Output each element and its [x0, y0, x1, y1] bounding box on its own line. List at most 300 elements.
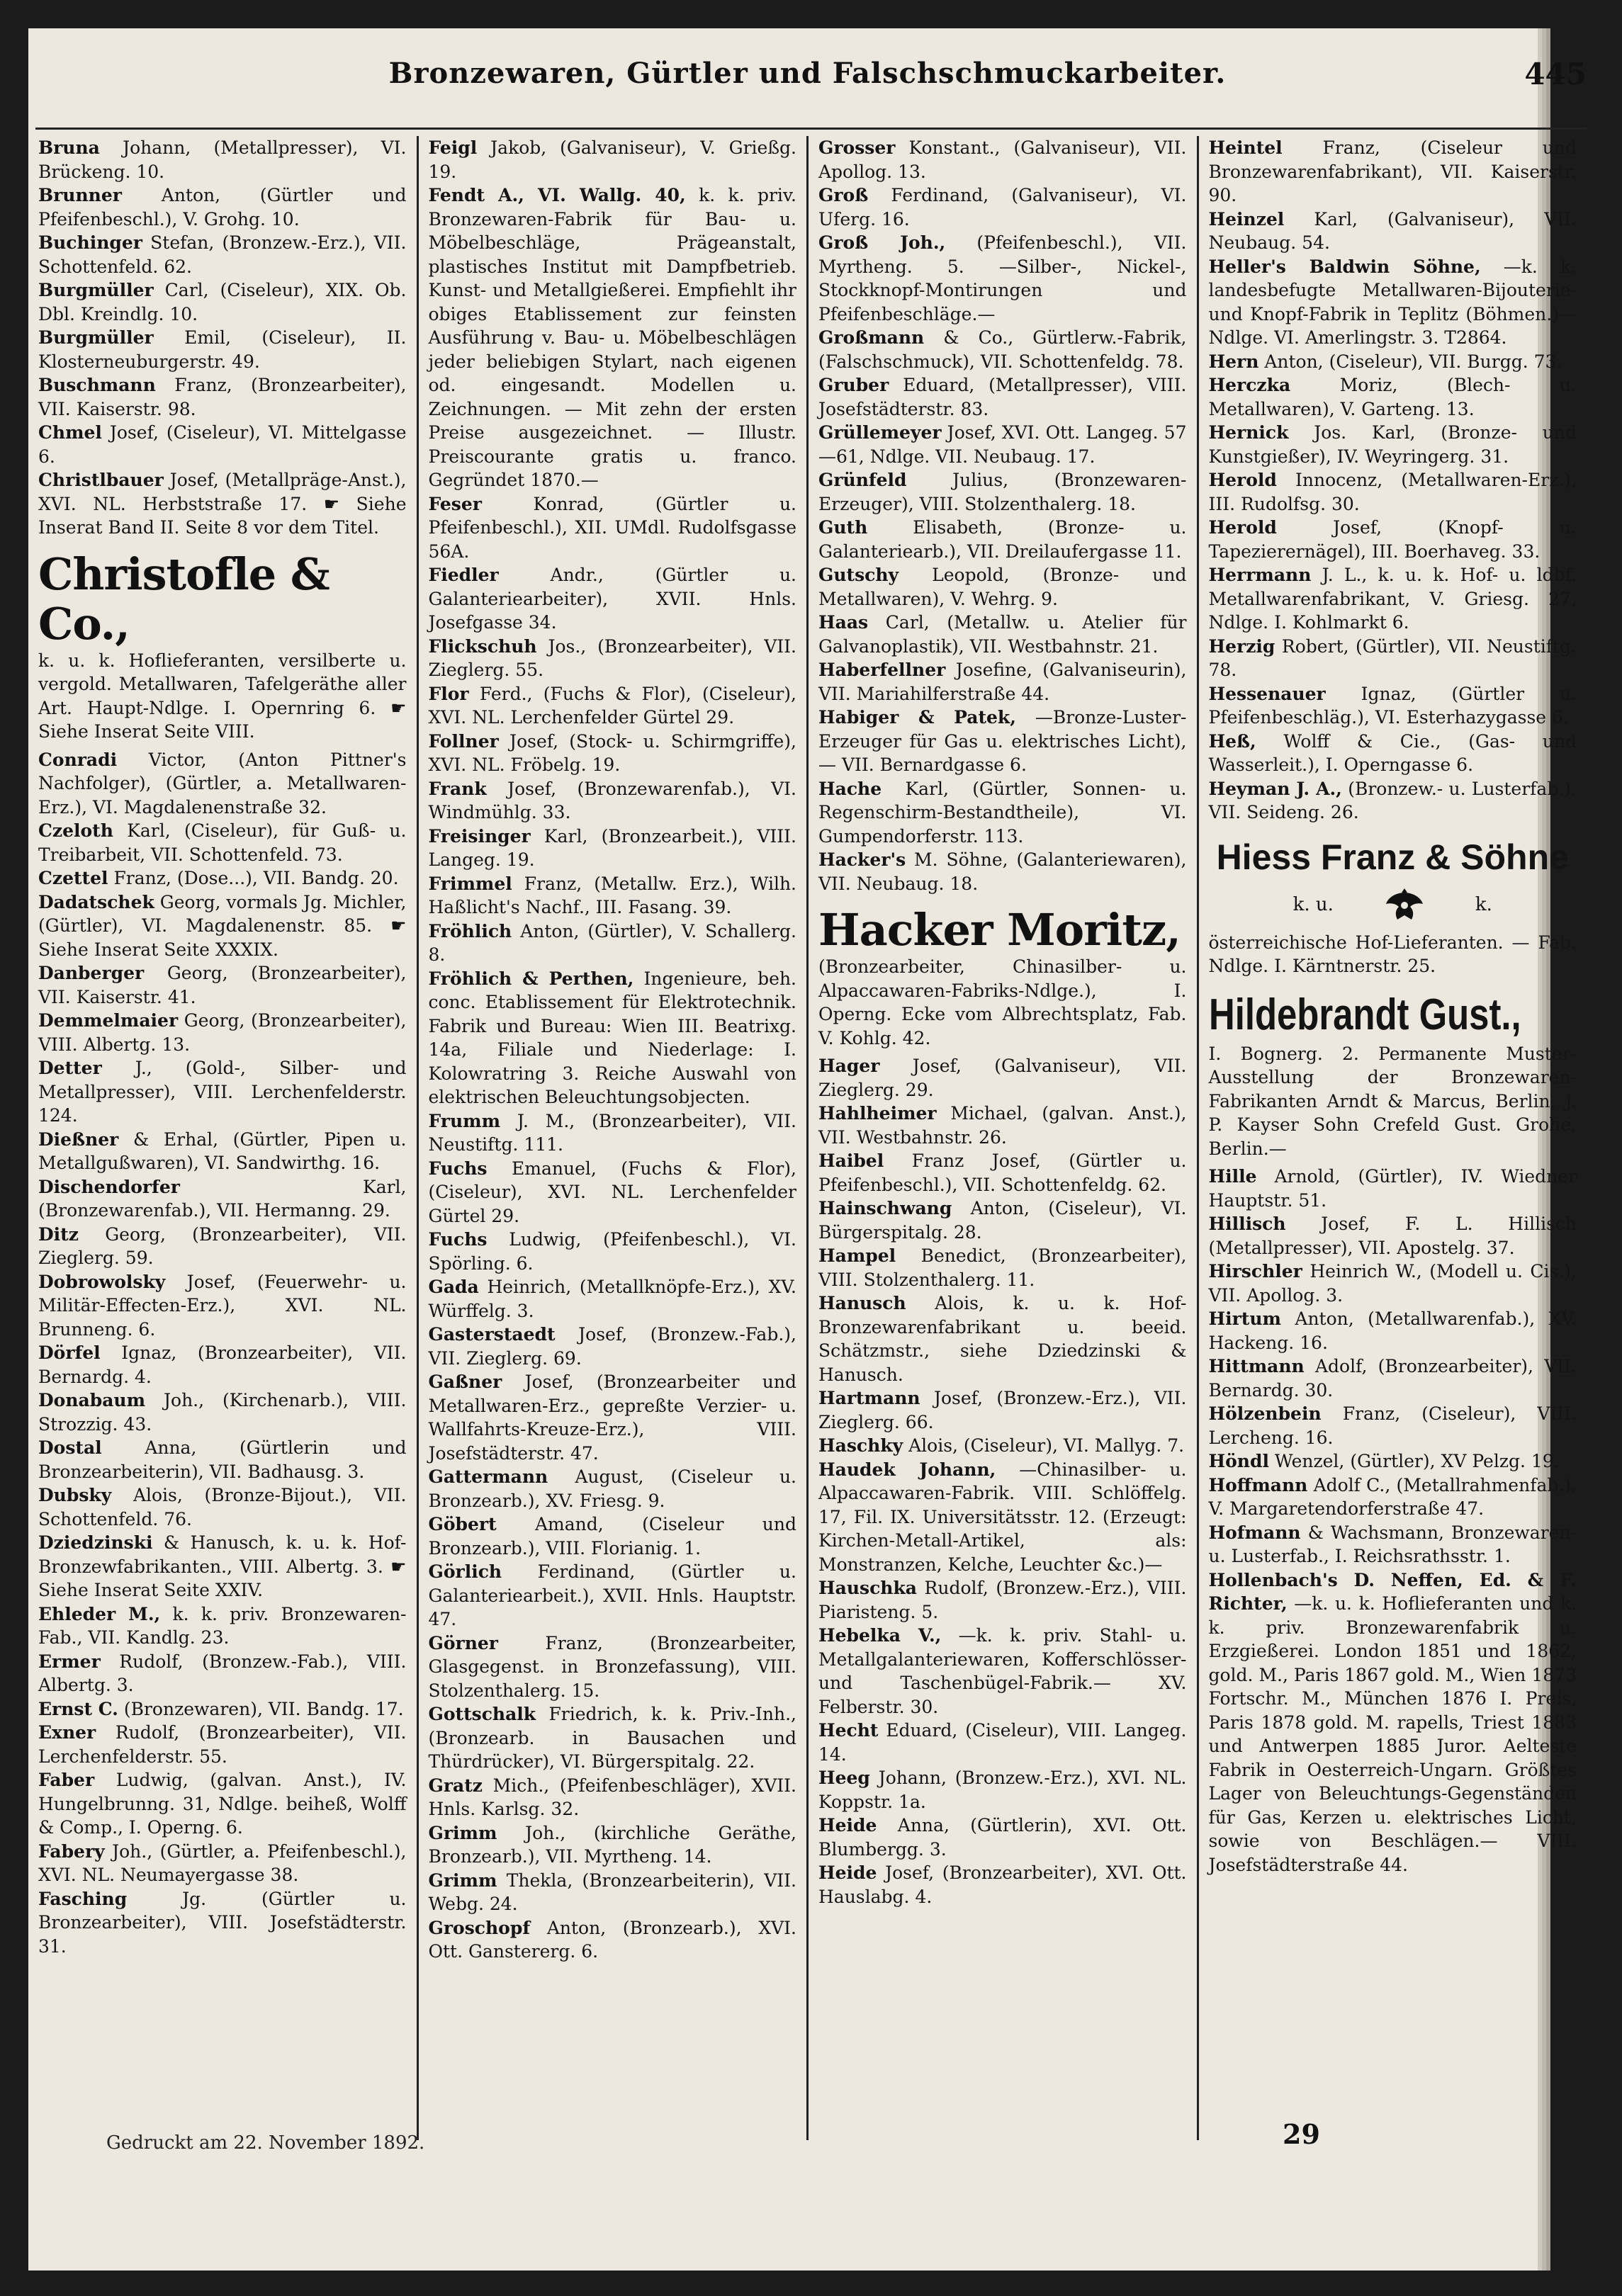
- entry-details: Ludwig, (Pfeifenbeschl.), VI. Spörling. 6.: [428, 1229, 796, 1274]
- directory-entry: [818, 706, 1187, 777]
- directory-entry: [429, 920, 797, 967]
- directory-entry: [429, 563, 797, 635]
- directory-entry: [818, 1458, 1187, 1577]
- entry-details: Anton, (Gürtler), V. Schallerg. 8.: [428, 920, 796, 965]
- entry-name: Herold: [1208, 470, 1277, 490]
- entry-name: Görner: [428, 1632, 498, 1653]
- entry-name: Hahlheimer: [818, 1103, 937, 1124]
- entry-name: Ermer: [38, 1651, 101, 1672]
- directory-entry: [1209, 777, 1577, 825]
- directory-columns: [28, 136, 1587, 2140]
- entry-name: Frimmel: [428, 873, 512, 894]
- imperial-eagle-line: [1209, 884, 1577, 927]
- entry-name: Dubsky: [38, 1485, 112, 1505]
- column-2: [417, 136, 807, 2140]
- entry-name: Hollenbach's D. Neffen, Ed. & F. Richter,: [1208, 1569, 1577, 1614]
- entry-name: Groschopf: [428, 1917, 531, 1938]
- entry-name: Ernst C.: [38, 1698, 118, 1719]
- directory-entry: [1209, 516, 1577, 563]
- entry-name: Groß Joh.,: [818, 232, 946, 253]
- directory-entry: [1209, 350, 1577, 374]
- directory-entry: [818, 136, 1187, 183]
- entry-details: Emanuel, (Fuchs & Flor), (Ciseleur), XVI. NL. Lerchenfelder Gürtel 29.: [428, 1158, 796, 1226]
- directory-entry: [38, 373, 407, 421]
- double-eagle-icon: [1383, 884, 1426, 927]
- entry-details: Anna, (Gürtlerin und Bronzearbeiterin), VII. Badhausg. 3.: [38, 1437, 407, 1482]
- entry-name: Fiedler: [428, 565, 499, 585]
- directory-entry: [818, 611, 1187, 658]
- directory-entry: [38, 1389, 407, 1436]
- entry-details: Amand, (Ciseleur und Bronzearb.), VIII. Florianig. 1.: [428, 1514, 796, 1559]
- directory-entry: [818, 658, 1187, 706]
- kuk-label-right: k.: [1475, 893, 1492, 915]
- directory-entry: [818, 1102, 1187, 1149]
- entry-name: Flickschuh: [428, 635, 537, 657]
- entry-name: Dischendorfer: [38, 1176, 180, 1197]
- directory-entry: [818, 1766, 1187, 1814]
- entry-name: Flor: [428, 683, 469, 704]
- directory-entry: [38, 1531, 407, 1602]
- entry-details: Wenzel, (Gürtler), XV Pelzg. 19.: [1274, 1451, 1560, 1471]
- entry-name: Gada: [428, 1277, 479, 1297]
- entry-details: Karl, (Gürtler, Sonnen- u. Regenschirm-Bestandtheile), VI. Gumpendorferstr. 113.: [818, 778, 1187, 847]
- directory-entry: [818, 1149, 1187, 1197]
- featured-entry-text: österreichische Hof-Lieferanten. — Fab. Ndlge. I. Kärntnerstr. 25.: [1208, 932, 1577, 976]
- entry-name: Danberger: [38, 963, 145, 983]
- entry-details: Georg, (Bronzearbeiter), VIII. Albertg. 13.: [38, 1010, 407, 1055]
- entry-details: August, (Ciseleur u. Bronzearb.), XV. Friesg. 9.: [428, 1466, 796, 1511]
- directory-entry: [429, 1157, 797, 1228]
- entry-details: Ferd., (Fuchs & Flor), (Ciseleur), XVI. NL. Lerchenfelder Gürtel 29.: [428, 683, 796, 728]
- directory-entry: [818, 1244, 1187, 1291]
- entry-details: J. L., k. u. k. Hof- u. ldbf. Metallwarenfabrikant, V. Griesg. 27, Ndlge. I. Kohlmarkt 6.: [1208, 565, 1577, 633]
- directory-entry: [429, 635, 797, 682]
- directory-entry: [818, 1576, 1187, 1624]
- featured-entry-text: k. u. k. Hoflieferanten, versilberte u. vergold. Metallwaren, Tafelgeräthe aller Art. Haupt-Ndlge. I. Opernring 6. ☛ Siehe Inserat Seite VIII.: [38, 650, 407, 742]
- entry-name: Fendt A., VI. Wallg. 40,: [428, 185, 686, 205]
- entry-details: Thekla, (Bronzearbeiterin), VII. Webg. 24.: [428, 1870, 796, 1914]
- entry-name: Hirtum: [1208, 1308, 1281, 1329]
- featured-entry-name: Hiess Franz & Söhne: [1216, 837, 1569, 877]
- directory-entry: [38, 748, 407, 820]
- entry-name: Gasterstaedt: [428, 1324, 556, 1345]
- entry-details: Franz, (Ciseleur), VIII. Lercheng. 16.: [1208, 1403, 1577, 1448]
- entry-name: Haibel: [818, 1150, 884, 1171]
- directory-entry: [38, 1056, 407, 1128]
- entry-name: Gottschalk: [428, 1704, 536, 1724]
- entry-details: Ferdinand, (Gürtler u. Galanteriearbeit.), XVII. Hnls. Hauptstr. 47.: [428, 1561, 796, 1629]
- directory-entry: [38, 421, 407, 468]
- entry-details: Josef, XVI. Ott. Langeg. 57—61, Ndlge. VII. Neubaug. 17.: [818, 422, 1187, 467]
- entry-details: Josefine, (Galvaniseurin), VII. Mariahilferstraße 44.: [818, 660, 1187, 704]
- entry-details: J. M., (Bronzearbeiter), VII. Neustiftg. 111.: [428, 1110, 797, 1155]
- directory-entry: [1209, 1260, 1577, 1307]
- directory-entry: [429, 1821, 797, 1869]
- entry-name: Haberfellner: [818, 660, 946, 680]
- directory-entry: [1209, 635, 1577, 682]
- directory-entry: [818, 1719, 1187, 1766]
- directory-entry: [818, 1814, 1187, 1861]
- entry-details: Franz, (Bronzearbeiter), VII. Kaiserstr. 98.: [38, 375, 407, 419]
- directory-entry: [429, 1631, 797, 1703]
- entry-details: Josef, (Metallpräge-Anst.), XVI. NL. Herbststraße 17. ☛ Siehe Inserat Band II. Seite 8 vor dem Titel.: [38, 470, 407, 538]
- directory-entry: [1209, 1521, 1577, 1568]
- entry-details: Mich., (Pfeifenbeschläger), XVII. Hnls. Karlsg. 32.: [428, 1775, 796, 1819]
- featured-entry-name: Hacker Moritz,: [818, 904, 1181, 956]
- directory-entry: [818, 1197, 1187, 1244]
- entry-details: Konrad, (Gürtler u. Pfeifenbeschl.), XII. UMdl. Rudolfsgasse 56A.: [428, 493, 797, 562]
- directory-entry: [429, 1109, 797, 1157]
- directory-entry: [38, 1697, 407, 1721]
- entry-details: Ingenieure, beh. conc. Etablissement für Elektrotechnik. Fabrik und Bureau: Wien III. Beatrixg. 14a, Filiale und Niederlage: I. Kolowratring 3. Reiche Auswahl von elektrischen Beleuchtungsobjecten.: [428, 968, 796, 1107]
- directory-entry: [429, 825, 797, 872]
- entry-details: Andr., (Gürtler u. Galanteriearbeiter), XVII. Hnls. Josefgasse 34.: [428, 565, 797, 633]
- entry-name: Guth: [818, 517, 868, 538]
- entry-details: (Bronzew.- u. Lusterfab.), VII. Seideng. 26.: [1208, 778, 1577, 822]
- entry-name: Gutschy: [818, 565, 899, 585]
- directory-entry: [38, 1175, 407, 1223]
- entry-details: Rudolf, (Bronzew.-Fab.), VIII. Albertg. 3.: [38, 1651, 407, 1695]
- directory-entry: [38, 1270, 407, 1342]
- directory-entry: [429, 136, 797, 183]
- entry-details: M. Söhne, (Galanteriewaren), VII. Neubaug. 18.: [818, 849, 1187, 894]
- directory-entry: [818, 373, 1187, 421]
- entry-name: Höndl: [1208, 1451, 1269, 1471]
- entry-details: Josef, (Bronzew.-Erz.), VII. Zieglerg. 66.: [818, 1388, 1187, 1432]
- directory-entry: [818, 1434, 1187, 1458]
- directory-entry: [429, 1323, 797, 1370]
- header-rule: [35, 128, 1587, 130]
- entry-name: Herczka: [1208, 375, 1291, 395]
- featured-entry-name: Christofle & Co.,: [38, 548, 330, 650]
- entry-name: Hebelka V.,: [818, 1625, 942, 1646]
- entry-details: Karl, (Ciseleur), für Guß- u. Treibarbeit, VII. Schottenfeld. 73.: [38, 820, 407, 865]
- entry-details: Leopold, (Bronze- und Metallwaren), V. Wehrg. 9.: [818, 565, 1187, 609]
- entry-name: Hofmann: [1208, 1522, 1301, 1543]
- entry-name: Follner: [428, 730, 499, 752]
- entry-details: Alois, k. u. k. Hof-Bronzewarenfabrikant u. beeid. Schätzmstr., siehe Dziedzinski & Hanusch.: [818, 1293, 1187, 1385]
- entry-details: J., (Gold-, Silber- und Metallpresser), VIII. Lerchenfelderstr. 124.: [38, 1058, 407, 1126]
- entry-details: Wolff & Cie., (Gas- und Wasserleit.), I. Operngasse 6.: [1208, 730, 1577, 775]
- directory-entry: [429, 1560, 797, 1631]
- directory-entry: [38, 961, 407, 1009]
- entry-details: k. k. priv. Bronzewaren-Fab., VII. Kandlg. 23.: [38, 1603, 407, 1648]
- entry-name: Feigl: [428, 137, 478, 158]
- directory-entry: [38, 183, 407, 231]
- directory-entry: [38, 278, 407, 326]
- entry-details: Josef, (Bronzearbeiter und Metallwaren-Erz., gepreßte Verzier- u. Wallfahrts-Kreuze-Erz.), VIII. Josefstädterstr. 47.: [428, 1372, 796, 1464]
- directory-entry: [1209, 730, 1577, 777]
- entry-details: Joh., (kirchliche Geräthe, Bronzearb.), VII. Myrtheng. 14.: [428, 1822, 796, 1867]
- entry-name: Frumm: [428, 1110, 501, 1131]
- entry-details: Alois, (Bronze-Bijout.), VII. Schottenfeld. 76.: [38, 1485, 407, 1529]
- featured-entry-text: (Bronzearbeiter, Chinasilber- u. Alpaccawaren-Fabriks-Ndlge.), I. Operng. Ecke vom Albrechtsplatz, Fab. V. Kohlg. 42.: [818, 956, 1187, 1048]
- entry-details: Heinrich W., (Modell u. Cis.), VII. Apollog. 3.: [1208, 1261, 1577, 1306]
- entry-details: Joh., (Gürtler, a. Pfeifenbeschl.), XVI. NL. Neumayergasse 38.: [38, 1840, 407, 1885]
- entry-details: Franz, (Ciseleur und Bronzewarenfabrikant), VII. Kaiserstr. 90.: [1208, 137, 1577, 205]
- entry-name: Dostal: [38, 1437, 102, 1458]
- directory-entry: [429, 1916, 797, 1964]
- column-1: [28, 136, 417, 2140]
- directory-entry: [1209, 468, 1577, 516]
- entry-details: —k. k. landesbefugte Metallwaren-Bijouterie- und Knopf-Fabrik in Teplitz (Böhmen.)— Ndlge. VI. Amerlingstr. 3. T2864.: [1208, 256, 1577, 348]
- entry-details: & Erhal, (Gürtler, Pipen u. Metallgußwaren), VI. Sandwirthg. 16.: [38, 1129, 407, 1173]
- entry-details: Karl, (Bronzewarenfab.), VII. Hermanng. 29.: [38, 1176, 407, 1221]
- entry-name: Faber: [38, 1770, 95, 1790]
- directory-entry: [818, 848, 1187, 895]
- entry-details: —k. k. priv. Stahl- u. Metallgalanteriewaren, Kofferschlösser- und Taschenbügel-Fabrik.— XV. Felberstr. 30.: [818, 1625, 1187, 1717]
- entry-name: Grimm: [428, 1870, 497, 1891]
- entry-details: Josef, (Bronzew.-Fab.), VII. Zieglerg. 69.: [428, 1324, 796, 1369]
- entry-name: Heyman J. A.,: [1208, 778, 1342, 799]
- entry-details: Innocenz, (Metallwaren-Erz.), III. Rudolfsg. 30.: [1208, 470, 1577, 514]
- entry-details: (Bronzewaren), VII. Bandg. 17.: [123, 1698, 404, 1719]
- entry-name: Hager: [818, 1056, 880, 1076]
- entry-details: Adolf C., (Metallrahmenfab.), V. Margaretendorferstraße 47.: [1208, 1474, 1577, 1519]
- directory-entry: [429, 1512, 797, 1560]
- entry-details: Adolf, (Bronzearbeiter), VII. Bernardg. 30.: [1208, 1356, 1577, 1401]
- entry-name: Fuchs: [428, 1229, 488, 1250]
- featured-entry: [38, 550, 407, 744]
- entry-details: Rudolf, (Bronzearbeiter), VII. Lerchenfelderstr. 55.: [38, 1722, 407, 1767]
- directory-entry: [429, 730, 797, 777]
- directory-entry: [38, 1483, 407, 1531]
- entry-details: Josef, (Knopf- u. Tapezierernägel), III. Boerhaveg. 33.: [1208, 517, 1577, 562]
- directory-entry: [1209, 1402, 1577, 1449]
- directory-entry: [38, 1341, 407, 1389]
- entry-details: Karl, (Galvaniseur), VII. Neubaug. 54.: [1208, 208, 1577, 253]
- entry-details: Rudolf, (Bronzew.-Erz.), VIII. Piaristeng. 5.: [818, 1578, 1187, 1622]
- entry-name: Haas: [818, 612, 869, 633]
- directory-entry: [38, 1128, 407, 1175]
- entry-name: Hartmann: [818, 1388, 920, 1408]
- entry-name: Hillisch: [1208, 1214, 1286, 1234]
- directory-entry: [1209, 1449, 1577, 1474]
- entry-details: Johann, (Bronzew.-Erz.), XVI. NL. Koppstr. 1a.: [818, 1768, 1187, 1812]
- entry-details: Michael, (galvan. Anst.), VII. Westbahnstr. 26.: [818, 1103, 1187, 1148]
- entry-name: Buschmann: [38, 375, 156, 395]
- entry-name: Hoffmann: [1208, 1474, 1308, 1495]
- entry-details: Ignaz, (Gürtler u. Pfeifenbeschläg.), VI. Esterhazygasse 6.: [1208, 683, 1577, 728]
- entry-name: Hille: [1208, 1166, 1257, 1187]
- entry-details: Josef, (Bronzearbeiter), XVI. Ott. Hauslabg. 4.: [818, 1862, 1187, 1907]
- directory-entry: [429, 1275, 797, 1323]
- entry-name: Feser: [428, 493, 482, 514]
- entry-details: Joh., (Kirchenarb.), VIII. Strozzig. 43.: [38, 1390, 407, 1435]
- entry-details: Robert, (Gürtler), VII. Neustiftg. 78.: [1208, 635, 1577, 680]
- entry-name: Heeg: [818, 1768, 870, 1788]
- entry-name: Groß: [818, 185, 869, 205]
- entry-details: Eduard, (Metallpresser), VIII. Josefstädterstr. 83.: [818, 375, 1187, 419]
- entry-name: Dadatschek: [38, 891, 154, 912]
- entry-name: Detter: [38, 1058, 102, 1078]
- directory-entry: [429, 1228, 797, 1275]
- entry-details: (Pfeifenbeschl.), VII. Myrtheng. 5. —Silber-, Nickel-, Stockknopf-Montirungen und Pfeifenbeschläge.—: [818, 232, 1187, 324]
- directory-entry: [429, 1370, 797, 1465]
- entry-name: Burgmüller: [38, 327, 154, 348]
- directory-entry: [38, 819, 407, 866]
- directory-entry: [38, 1223, 407, 1270]
- entry-details: k. k. priv. Bronzewaren-Fabrik für Bau- u. Möbelbeschläge, Prägeanstalt, plastisches Institut mit Dampfbetrieb. Kunst- und Metallgießerei. Empfiehlt ihr obiges Etablissement zur feinsten Ausführung v. Bau- u. Möbelbeschlägen jeder beliebigen Stylart, nach eigenen od. eingesandt. Modellen u. Zeichnungen. — Mit zehn der ersten Preise ausgezeichnet. — Illustr. Preiscourante gratis u. franco. Gegründet 1870.—: [428, 185, 796, 490]
- running-title: Bronzewaren, Gürtler und Falschschmuckarbeiter.: [388, 57, 1227, 90]
- entry-details: Jg. (Gürtler u. Bronzearbeiter), VIII. Josefstädterstr. 31.: [38, 1888, 407, 1957]
- directory-entry: [818, 516, 1187, 563]
- directory-entry: [1209, 136, 1577, 208]
- entry-details: Benedict, (Bronzearbeiter), VIII. Stolzenthalerg. 11.: [818, 1245, 1187, 1290]
- directory-entry: [429, 492, 797, 564]
- entry-details: —Chinasilber- u. Alpaccawaren-Fabrik. VIII. Schlöffelg. 17, Fil. IX. Universitätsstr. 12. (Erzeugt: Kirchen-Metall-Artikel, als: Monstranzen, Kelche, Leuchter &c.)—: [818, 1459, 1187, 1575]
- entry-name: Dörfel: [38, 1342, 101, 1363]
- directory-entry: [38, 1009, 407, 1056]
- directory-entry: [38, 1768, 407, 1840]
- directory-entry: [38, 1436, 407, 1483]
- directory-entry: [1209, 1212, 1577, 1260]
- entry-details: Georg, (Bronzearbeiter), VII. Zieglerg. 59.: [38, 1223, 407, 1268]
- directory-entry: [429, 183, 797, 492]
- entry-details: Alois, (Ciseleur), VI. Mallyg. 7.: [908, 1435, 1185, 1456]
- entry-details: —Bronze-Luster-Erzeuger für Gas u. elektrisches Licht),— VII. Bernardgasse 6.: [818, 707, 1187, 775]
- entry-name: Hittmann: [1208, 1356, 1305, 1376]
- entry-name: Habiger & Patek,: [818, 707, 1016, 728]
- directory-entry: [429, 967, 797, 1109]
- directory-entry: [818, 231, 1187, 326]
- entry-details: Friedrich, k. k. Priv.-Inh., (Bronzearb. in Bausachen und Thürdrücker), VI. Bürgerspitalg. 22.: [428, 1704, 796, 1772]
- entry-details: Eduard, (Ciseleur), VIII. Langeg. 14.: [818, 1720, 1187, 1765]
- featured-entry-text: I. Bognerg. 2. Permanente Muster-Ausstellung der Bronzewaren-Fabrikanten Arndt & Marcus, Berlin, J. P. Kayser Sohn Crefeld Gust. Grohe, Berlin.—: [1208, 1043, 1577, 1159]
- entry-details: Anton, (Ciseleur), VII. Burgg. 73.: [1264, 351, 1562, 372]
- entry-details: Jos. Karl, (Bronze- und Kunstgießer), IV. Weyringerg. 31.: [1208, 422, 1577, 467]
- column-4: [1197, 136, 1587, 2140]
- entry-name: Exner: [38, 1722, 96, 1743]
- entry-details: Carl, (Metallw. u. Atelier für Galvanoplastik), VII. Westbahnstr. 21.: [818, 612, 1187, 657]
- entry-name: Hernick: [1208, 422, 1289, 443]
- entry-name: Heinzel: [1208, 208, 1285, 230]
- entry-details: Victor, (Anton Pittner's Nachfolger), (Gürtler, a. Metallwaren-Erz.), VI. Magdalenenstraße 32.: [38, 749, 407, 818]
- entry-name: Brunner: [38, 185, 122, 205]
- entry-details: Anton, (Bronzearb.), XVI. Ott. Ganstererg. 6.: [428, 1917, 796, 1962]
- directory-entry: [1209, 1474, 1577, 1521]
- entry-name: Hampel: [818, 1245, 896, 1266]
- kuk-label-left: k. u.: [1292, 893, 1334, 915]
- directory-entry: [429, 1702, 797, 1774]
- directory-entry: [38, 1840, 407, 1887]
- entry-name: Fasching: [38, 1888, 128, 1909]
- entry-name: Dießner: [38, 1129, 119, 1150]
- entry-name: Görlich: [428, 1561, 502, 1582]
- page-number: 445: [1524, 57, 1587, 91]
- entry-details: —k. u. k. Hoflieferanten und k. k. priv. Bronzewarenfabrik u. Erzgießerei. London 1851 und 1862, gold. M., Paris 1867 gold. M., Wien 1873 Fortschr. M., München 1876 I. Preis, Paris 1878 gold. M. rapells, Triest 1883 und Antwerpen 1885 Juror. Aelteste Fabrik in Oesterreich-Ungarn. Größtes Lager von Beleuchtungs-Gegenständen für Gas, Kerzen u. elektrisches Licht, sowie von Beschlägen.— VIII. Josefstädterstraße 44.: [1208, 1593, 1577, 1875]
- directory-entry: [38, 231, 407, 278]
- directory-entry: [1209, 421, 1577, 468]
- directory-entry: [1209, 682, 1577, 730]
- entry-name: Grüllemeyer: [818, 422, 942, 443]
- directory-entry: [429, 872, 797, 920]
- entry-details: Georg, vormals Jg. Michler, (Gürtler), VI. Magdalenenstr. 85. ☛ Siehe Inserat Seite XXXIX.: [38, 891, 407, 960]
- entry-details: Elisabeth, (Bronze- u. Galanteriearb.), VII. Dreilaufergasse 11.: [818, 517, 1187, 562]
- directory-entry: [38, 1650, 407, 1697]
- directory-entry: [429, 1869, 797, 1916]
- entry-details: Franz Josef, (Gürtler u. Pfeifenbeschl.), VII. Schottenfeldg. 62.: [818, 1150, 1187, 1195]
- entry-name: Hacker's: [818, 849, 906, 870]
- entry-details: Josef, (Galvaniseur), VII. Zieglerg. 29.: [818, 1056, 1187, 1100]
- print-note: Gedruckt am 22. November 1892.: [106, 2132, 425, 2154]
- entry-details: Ignaz, (Bronzearbeiter), VII. Bernardg. 4.: [38, 1342, 407, 1387]
- page-header: [28, 57, 1587, 113]
- directory-entry: [38, 866, 407, 890]
- entry-name: Dziedzinski: [38, 1532, 153, 1553]
- directory-entry: [818, 563, 1187, 611]
- directory-entry: [429, 682, 797, 730]
- entry-details: & Wachsmann, Bronzewaren- u. Lusterfab., I. Reichsrathsstr. 1.: [1208, 1522, 1577, 1566]
- entry-name: Freisinger: [428, 825, 531, 847]
- entry-details: & Hanusch, k. u. k. Hof-Bronzewfabrikanten., VIII. Albertg. 3. ☛ Siehe Inserat Seite XXIV.: [38, 1532, 407, 1600]
- entry-name: Gruber: [818, 375, 889, 395]
- entry-name: Grosser: [818, 137, 896, 158]
- entry-name: Chmel: [38, 422, 102, 443]
- entry-details: Franz, (Dose...), VII. Bandg. 20.: [113, 868, 399, 888]
- directory-entry: [818, 1386, 1187, 1434]
- entry-name: Czettel: [38, 868, 108, 888]
- directory-entry: [818, 1291, 1187, 1386]
- entry-name: Hirschler: [1208, 1261, 1302, 1282]
- entry-details: Josef, (Feuerwehr- u. Militär-Effecten-Erz.), XVI. NL. Brunneng. 6.: [38, 1271, 407, 1340]
- entry-details: Karl, (Bronzearbeit.), VIII. Langeg. 19.: [428, 825, 796, 870]
- entry-details: Julius, (Bronzewaren-Erzeuger), VIII. Stolzenthalerg. 18.: [818, 470, 1187, 514]
- featured-entry: [1209, 835, 1577, 978]
- directory-entry: [1209, 1568, 1577, 1877]
- entry-details: Konstant., (Galvaniseur), VII. Apollog. 13.: [818, 137, 1187, 182]
- directory-entry: [818, 326, 1187, 373]
- entry-name: Herrmann: [1208, 565, 1312, 585]
- featured-entry-name: Hildebrandt Gust.,: [1208, 990, 1521, 1039]
- entry-name: Haschky: [818, 1435, 903, 1456]
- entry-name: Hauschka: [818, 1578, 917, 1598]
- directory-entry: [818, 1054, 1187, 1102]
- directory-entry: [818, 1624, 1187, 1719]
- entry-name: Dobrowolsky: [38, 1271, 166, 1292]
- directory-entry: [1209, 373, 1577, 421]
- directory-entry: [38, 468, 407, 540]
- entry-name: Demmelmaier: [38, 1010, 179, 1031]
- directory-entry: [1209, 255, 1577, 350]
- directory-entry: [1209, 1355, 1577, 1402]
- entry-name: Bruna: [38, 137, 100, 158]
- entry-name: Herold: [1208, 517, 1277, 538]
- directory-entry: [38, 1602, 407, 1650]
- entry-details: Ferdinand, (Galvaniseur), VI. Uferg. 16.: [818, 185, 1187, 230]
- entry-details: Josef, (Ciseleur), VI. Mittelgasse 6.: [38, 422, 407, 467]
- entry-name: Ditz: [38, 1223, 79, 1245]
- entry-details: Johann, (Metallpresser), VI. Brückeng. 10.: [38, 137, 407, 182]
- directory-entry: [818, 777, 1187, 849]
- entry-details: Ludwig, (galvan. Anst.), IV. Hungelbrunng. 31, Ndlge. beiheß, Wolff & Comp., I. Operng. 6.: [38, 1770, 407, 1838]
- entry-name: Hecht: [818, 1720, 879, 1741]
- directory-entry: [429, 1774, 797, 1821]
- entry-details: Moriz, (Blech- u. Metallwaren), V. Garteng. 13.: [1208, 375, 1577, 419]
- entry-details: Jos., (Bronzearbeiter), VII. Zieglerg. 55.: [428, 635, 796, 680]
- entry-name: Christlbauer: [38, 470, 164, 490]
- directory-entry: [818, 1861, 1187, 1908]
- directory-entry: [38, 890, 407, 962]
- entry-details: Arnold, (Gürtler), IV. Wiedner Hauptstr. 51.: [1208, 1166, 1577, 1211]
- entry-details: Heinrich, (Metallknöpfe-Erz.), XV. Würffelg. 3.: [428, 1277, 796, 1321]
- entry-details: & Co., Gürtlerw.-Fabrik, (Falschschmuck), VII. Schottenfeldg. 78.: [818, 327, 1187, 372]
- directory-entry: [818, 421, 1187, 468]
- featured-entry: [818, 905, 1187, 1050]
- entry-name: Gratz: [428, 1775, 483, 1796]
- entry-name: Hanusch: [818, 1293, 906, 1313]
- directory-entry: [1209, 208, 1577, 255]
